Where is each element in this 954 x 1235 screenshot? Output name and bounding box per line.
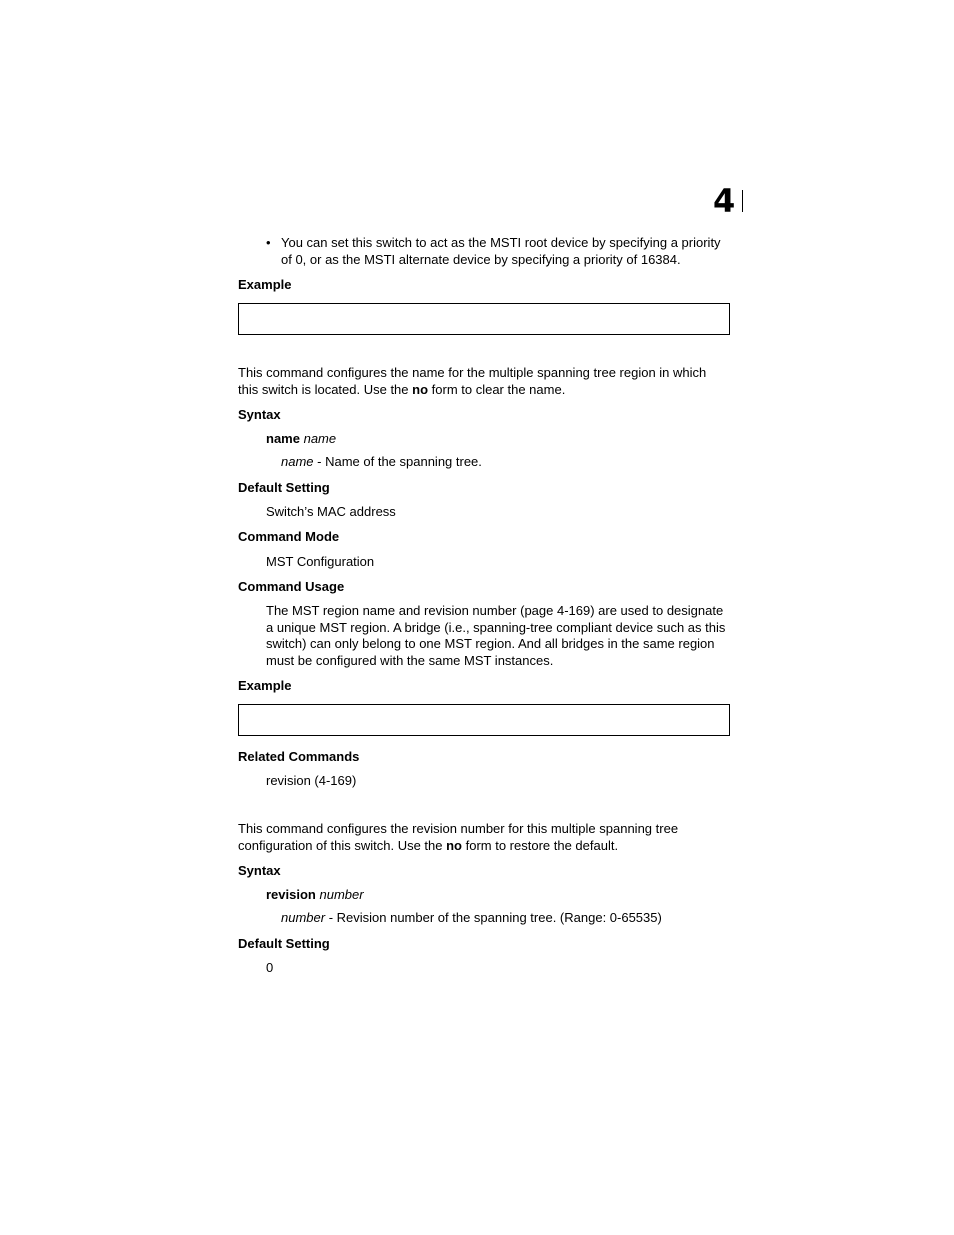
- mode-heading-name: Command Mode: [238, 529, 340, 544]
- syntax-heading-revision: Syntax: [238, 863, 281, 878]
- related-heading: Related Commands: [238, 749, 360, 764]
- example-box-1: [238, 303, 730, 335]
- param-name: number: [281, 910, 326, 925]
- syntax-param: name: [303, 431, 337, 446]
- param-description-revision: [281, 910, 662, 927]
- param-description-name: [281, 454, 482, 471]
- chapter-rule: [742, 190, 743, 212]
- desc-text: form to clear the name.: [428, 381, 566, 397]
- no-keyword: no: [446, 837, 462, 853]
- desc-text: This command configures the name for the multiple spanning tree region in which this switch is located. Use the: [238, 365, 707, 397]
- default-heading-name: Default Setting: [238, 480, 330, 495]
- default-value-name: Switch’s MAC address: [266, 504, 396, 519]
- example-box-2: [238, 704, 730, 736]
- example-heading-1: Example: [238, 277, 292, 292]
- name-command-description: [238, 365, 730, 398]
- example-heading-2: Example: [238, 678, 292, 693]
- chapter-number: 4: [713, 182, 736, 220]
- syntax-line-revision: [266, 887, 364, 904]
- usage-heading-name: Command Usage: [238, 579, 345, 594]
- syntax-line-name: [266, 431, 336, 448]
- mode-value-name: MST Configuration: [266, 554, 375, 569]
- desc-text: form to restore the default.: [462, 837, 619, 853]
- related-value: revision (4-169): [266, 773, 357, 788]
- syntax-heading-name: Syntax: [238, 407, 281, 422]
- bullet-marker: •: [266, 235, 271, 250]
- revision-command-description: [238, 821, 730, 854]
- bullet-text: You can set this switch to act as the MSTI root device by specifying a priority of 0, or as the MSTI alternate device by specifying a priority of 16384.: [281, 235, 721, 267]
- syntax-param: number: [319, 887, 364, 902]
- syntax-keyword: name: [266, 431, 300, 446]
- param-desc: - Revision number of the spanning tree. (Range: 0-65535): [325, 910, 662, 925]
- usage-text-name: The MST region name and revision number (page 4-169) are used to designate a unique MST region. A bridge (i.e., spanning-tree compliant device such as this switch) can only belong to one MST region. And all bridges in the same region must be configured with the same MST instances.: [266, 603, 726, 668]
- syntax-keyword: revision: [266, 887, 316, 902]
- default-value-revision: 0: [266, 960, 274, 975]
- desc-text: This command configures the revision number for this multiple spanning tree configuration of this switch. Use the: [238, 821, 679, 853]
- no-keyword: no: [412, 381, 429, 397]
- default-heading-revision: Default Setting: [238, 936, 330, 951]
- param-name: name: [281, 454, 314, 469]
- param-desc: - Name of the spanning tree.: [313, 454, 482, 469]
